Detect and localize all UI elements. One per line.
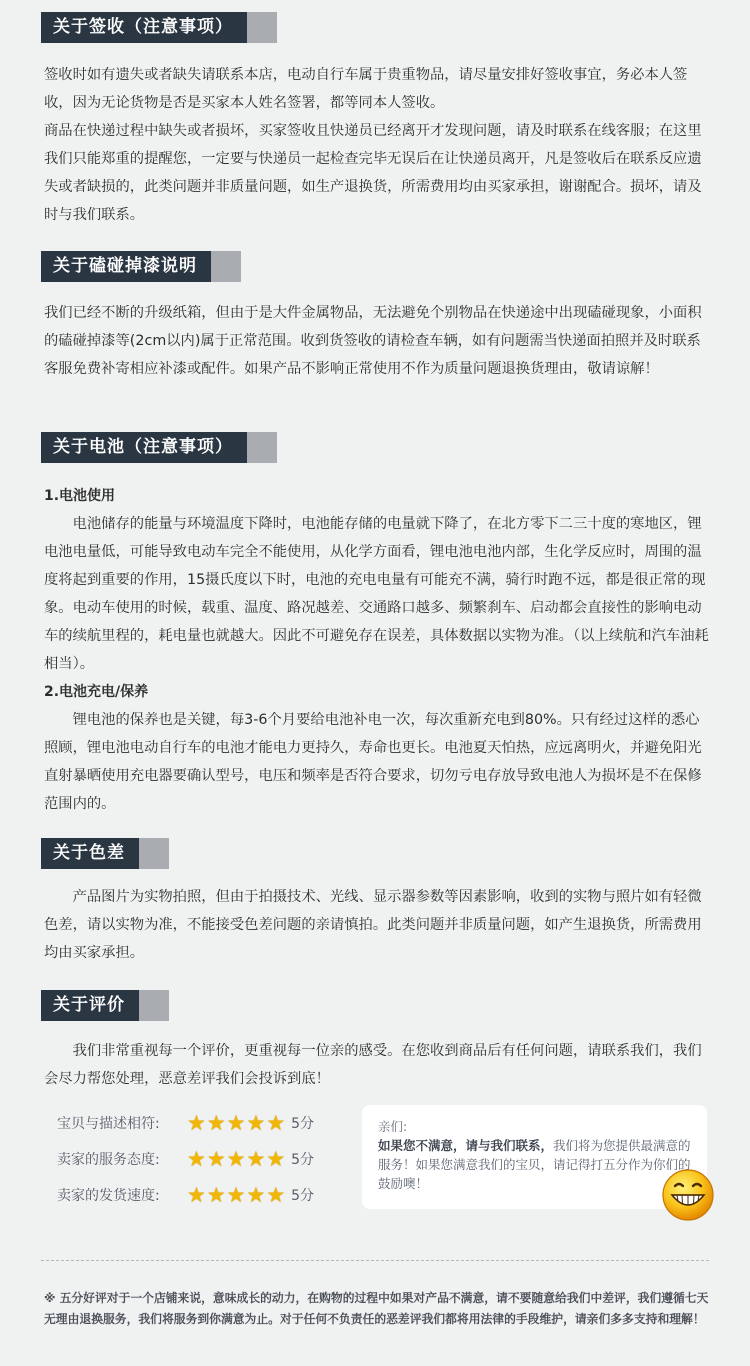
note-greeting: 亲们: xyxy=(378,1119,408,1134)
star-icon: ★ xyxy=(187,1183,206,1207)
star-icon: ★ xyxy=(266,1147,286,1171)
star-icon: ★ xyxy=(246,1183,266,1207)
paragraph: 锂电池的保养也是关键，每3-6个月要给电池补电一次，每次重新充电到80%。只有经过这样的悉心照顾，锂电池电动自行车的电池才能电力更持久，寿命也更长。电池夏天怕热，应远离明火，并避免阳光直射暴晒使用充电器要确认型号，电压和频率是否符合要求，切勿亏电存放导致电池人为损坏是不在保修范围内的。 xyxy=(44,712,702,812)
section-title-text: 关于磕碰掉漆说明 xyxy=(41,251,211,282)
paragraph: 我们已经不断的升级纸箱，但由于是大件金属物品，无法避免个别物品在快递途中出现磕碰现象，小面积的磕碰掉漆等(2cm以内)属于正常范围。收到货签收的请检查车辆，如有问题需当快递面拍照并及时联系客服免费补寄相应补漆或配件。如果产品不影响正常使用不作为质量问题退换货理由，敬请谅解！ xyxy=(44,305,702,377)
rating-label: 卖家的服务态度: xyxy=(57,1152,160,1168)
paragraph: 我们非常重视每一个评价，更重视每一位亲的感受。在您收到商品后有任何问题，请联系我们，我们会尽力帮您处理，恶意差评我们会投诉到底！ xyxy=(44,1043,702,1087)
section-title-paint xyxy=(41,251,241,282)
section-title-accent xyxy=(247,432,277,463)
rating-row-shipping xyxy=(57,1182,314,1208)
section-body-paint xyxy=(44,299,709,383)
star-icon: ★ xyxy=(187,1147,206,1171)
star-icon: ★ xyxy=(246,1111,266,1135)
rating-row-service xyxy=(57,1146,314,1172)
note-body xyxy=(378,1136,691,1193)
star-icon: ★ xyxy=(266,1111,286,1135)
section-title-text: 关于评价 xyxy=(41,990,139,1021)
star-rating xyxy=(187,1112,285,1134)
section-title-review xyxy=(41,990,169,1021)
section-title-text: 关于签收（注意事项） xyxy=(41,12,247,43)
rating-label: 卖家的发货速度: xyxy=(57,1188,160,1204)
section-title-accent xyxy=(139,838,169,869)
section-title-signing xyxy=(41,12,277,43)
grinning-smiley-icon xyxy=(661,1168,715,1222)
section-body-battery xyxy=(44,482,709,818)
review-request-box xyxy=(362,1105,707,1209)
star-rating xyxy=(187,1184,285,1206)
star-icon: ★ xyxy=(226,1183,246,1207)
rating-row-description xyxy=(57,1110,314,1136)
subsection-heading: 2.电池充电/保养 xyxy=(44,684,149,700)
paragraph: 电池储存的能量与环境温度下降时，电池能存储的电量就下降了，在北方零下二三十度的寒地区，锂电池电量低，可能导致电动车完全不能使用，从化学方面看，锂电池电池内部，生化学反应时，周围的温度将起到重要的作用，15摄氏度以下时，电池的充电电量有可能充不满，骑行时跑不远，都是很正常的现象。电动车使用的时候，载重、温度、路况越差、交通路口越多、频繁刹车、启动都会直接性的影响电动车的续航里程的，耗电量也就越大。因此不可避免存在误差，具体数据以实物为准。（以上续航和汽车油耗相当）。 xyxy=(44,516,709,672)
paragraph: 产品图片为实物拍照，但由于拍摄技术、光线、显示器参数等因素影响，收到的实物与照片如有轻微色差，请以实物为准，不能接受色差问题的亲请慎拍。此类问题并非质量问题，如产生退换货，所需费用均由买家承担。 xyxy=(44,889,702,961)
rating-score: 5分 xyxy=(291,1188,315,1204)
star-icon: ★ xyxy=(246,1147,266,1171)
section-title-battery xyxy=(41,432,277,463)
star-icon: ★ xyxy=(206,1111,226,1135)
note-strong-text: 如果您不满意，请与我们联系， xyxy=(378,1138,554,1153)
footer-note: ※ 五分好评对于一个店铺来说，意味成长的动力，在购物的过程中如果对产品不满意，请不要随意给我们中差评，我们遵循七天无理由退换服务，我们将服务到你满意为止。对于任何不负责任的恶差评我们都将用法律的手段维护，请亲们多多支持和理解！ xyxy=(44,1291,709,1326)
star-icon: ★ xyxy=(187,1111,206,1135)
section-title-accent xyxy=(247,12,277,43)
dashed-divider xyxy=(41,1260,709,1261)
section-title-accent xyxy=(139,990,169,1021)
star-icon: ★ xyxy=(206,1147,226,1171)
section-body-review xyxy=(44,1037,709,1093)
rating-score: 5分 xyxy=(291,1116,315,1132)
star-icon: ★ xyxy=(226,1147,246,1171)
star-icon: ★ xyxy=(266,1183,286,1207)
rating-label: 宝贝与描述相符: xyxy=(57,1116,160,1132)
section-title-accent xyxy=(211,251,241,282)
note-text: 我们将为您提供最满意的服务！如果您满意我们的宝贝，请记得打五分作为你们的鼓励噢！ xyxy=(378,1138,691,1191)
section-body-signing xyxy=(44,61,709,229)
paragraph: 签收时如有遗失或者缺失请联系本店，电动自行车属于贵重物品，请尽量安排好签收事宜，务必本人签收，因为无论货物是否是买家本人姓名签署，都等同本人签收。 xyxy=(44,67,688,111)
section-body-color xyxy=(44,883,709,967)
subsection-heading: 1.电池使用 xyxy=(44,488,116,504)
section-title-text: 关于电池（注意事项） xyxy=(41,432,247,463)
section-title-text: 关于色差 xyxy=(41,838,139,869)
rating-score: 5分 xyxy=(291,1152,315,1168)
star-rating xyxy=(187,1148,285,1170)
paragraph: 商品在快递过程中缺失或者损坏，买家签收且快递员已经离开才发现问题，请及时联系在线客服；在这里我们只能郑重的提醒您，一定要与快递员一起检查完毕无误后在让快递员离开，凡是签收后在联系反应遗失或者缺损的，此类问题并非质量问题，如生产退换货，所需费用均由买家承担，谢谢配合。损坏，请及时与我们联系。 xyxy=(44,123,702,223)
section-title-color xyxy=(41,838,169,869)
star-icon: ★ xyxy=(226,1111,246,1135)
star-icon: ★ xyxy=(206,1183,226,1207)
